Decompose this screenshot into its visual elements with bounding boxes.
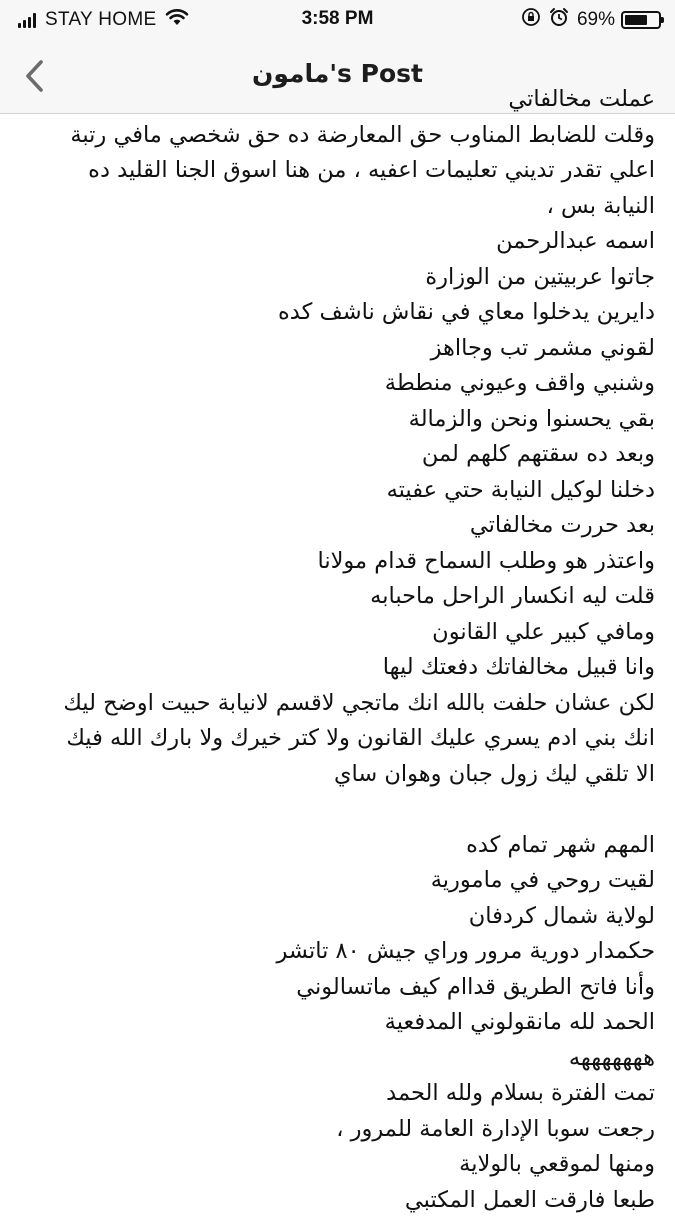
post-line: دخلنا لوكيل النيابة حتي عفيته xyxy=(18,473,655,509)
post-line: لقيت روحي في مامورية xyxy=(18,863,655,899)
alarm-icon xyxy=(549,7,569,33)
post-line: رجعت سوبا الإدارة العامة للمرور ، xyxy=(18,1112,655,1148)
carrier-name: STAY HOME xyxy=(45,9,156,31)
post-line: وأنا فاتح الطريق قداام كيف ماتسالوني xyxy=(18,970,655,1006)
post-line: ومافي كبير علي القانون xyxy=(18,615,655,651)
post-line: لولاية شمال كردفان xyxy=(18,899,655,935)
post-line: لكن عشان حلفت بالله انك ماتجي لاقسم لانيابة حبيت اوضح ليك xyxy=(18,686,655,722)
post-line: طبعا فارقت العمل المكتبي xyxy=(18,1183,655,1218)
post-line: بقي يحسنوا ونحن والزمالة xyxy=(18,402,655,438)
battery-cap xyxy=(661,17,664,23)
post-line: اعلي تقدر تديني تعليمات اعفيه ، من هنا اسوق الجنا القليد ده xyxy=(18,153,655,189)
post-line: النيابة بس ، xyxy=(18,189,655,225)
status-bar xyxy=(0,0,675,40)
post-line: دايرين يدخلوا معاي في نقاش ناشف كده xyxy=(18,295,655,331)
post-line: اسمه عبدالرحمن xyxy=(18,224,655,260)
status-time: 3:58 PM xyxy=(0,8,675,30)
post-line: بعد حررت مخالفاتي xyxy=(18,508,655,544)
post-line: الحمد لله مانقولوني المدفعية xyxy=(18,1005,655,1041)
post-line: وانا قبيل مخالفاتك دفعتك ليها xyxy=(18,650,655,686)
post-line: انك بني ادم يسري عليك القانون ولا كتر خيرك ولا بارك الله فيك xyxy=(18,721,655,757)
battery-fill xyxy=(625,15,647,25)
post-line: قلت ليه انكسار الراحل ماحبابه xyxy=(18,579,655,615)
post-line: الا تلقي ليك زول جبان وهوان ساي xyxy=(18,757,655,793)
post-line: ومنها لموقعي بالولاية xyxy=(18,1147,655,1183)
post-line: تمت الفترة بسلام ولله الحمد xyxy=(18,1076,655,1112)
post-line: المهم شهر تمام كده xyxy=(18,828,655,864)
page-title: مامون's Post xyxy=(0,59,675,88)
post-line: وشنبي واقف وعيوني منططة xyxy=(18,366,655,402)
post-line: عملت مخالفاتي xyxy=(18,82,655,118)
post-line: جاتوا عربيتين من الوزارة xyxy=(18,260,655,296)
orientation-lock-icon xyxy=(521,7,541,33)
battery-icon xyxy=(621,11,661,29)
status-right xyxy=(521,7,661,33)
post-line: وبعد ده سقتهم كلهم لمن xyxy=(18,437,655,473)
post-line: حكمدار دورية مرور وراي جيش ٨٠ تاتشر xyxy=(18,934,655,970)
post-line: لقوني مشمر تب وجااهز xyxy=(18,331,655,367)
post-line: وقلت للضابط المناوب حق المعارضة ده حق شخصي مافي رتبة xyxy=(18,118,655,154)
post-text xyxy=(18,82,655,1218)
post-line: هههههههه xyxy=(18,1041,655,1077)
blank-line xyxy=(18,792,655,828)
post-line: واعتذر هو وطلب السماح قدام مولانا xyxy=(18,544,655,580)
battery-percentage: 69% xyxy=(577,9,615,31)
post-content[interactable] xyxy=(0,114,675,1200)
